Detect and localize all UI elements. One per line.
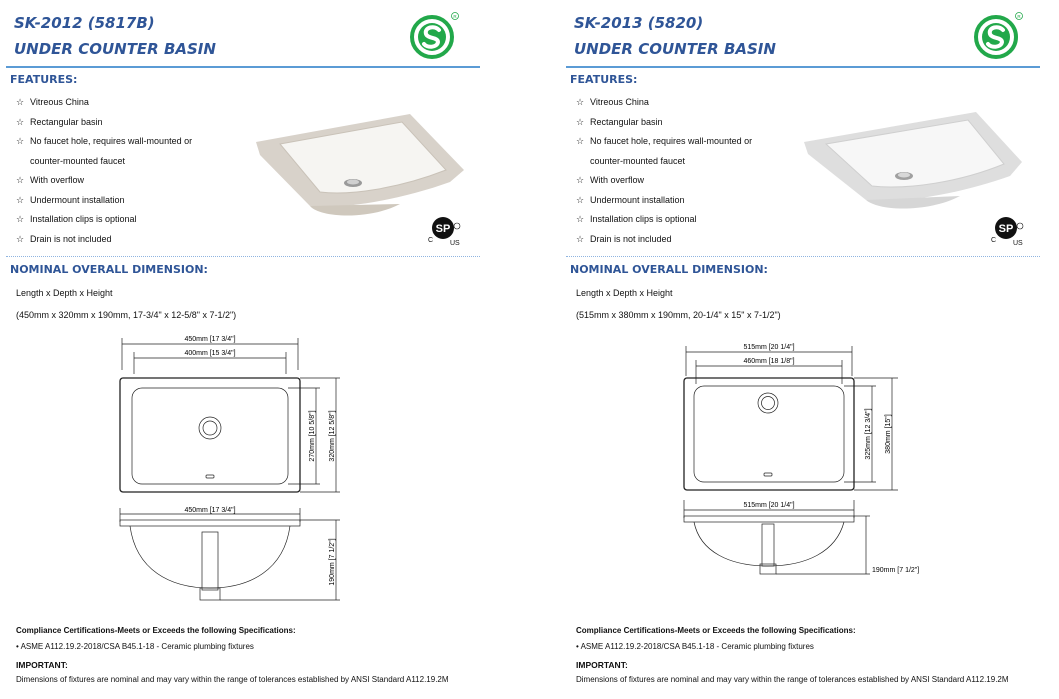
header-rule bbox=[6, 66, 480, 68]
feature-item: ☆ No faucet hole, requires wall-mounted or bbox=[576, 136, 753, 147]
feature-item-continuation: counter-mounted faucet bbox=[30, 156, 126, 166]
star-icon: ☆ bbox=[16, 176, 25, 186]
product-subtitle: UNDER COUNTER BASIN bbox=[574, 40, 776, 58]
svg-text:US: US bbox=[1013, 240, 1023, 247]
section-divider bbox=[6, 256, 480, 257]
dimension-value: (450mm x 320mm x 190mm, 17-3/4" x 12-5/8" x 7-1/2") bbox=[16, 310, 237, 320]
feature-item: ☆ Installation clips is optional bbox=[16, 214, 137, 225]
compliance-heading: Compliance Certifications-Meets or Exceeds the following Specifications: bbox=[16, 626, 296, 635]
left-spec-sheet bbox=[0, 0, 520, 699]
technical-drawing bbox=[100, 330, 360, 610]
feature-item: ☆ Vitreous China bbox=[576, 97, 649, 108]
height-label: 190mm [7 1/2"] bbox=[329, 538, 336, 586]
important-heading: IMPORTANT: bbox=[576, 660, 628, 670]
star-icon: ☆ bbox=[16, 98, 25, 108]
star-icon: ☆ bbox=[576, 118, 585, 128]
compliance-item: • ASME A112.19.2-2018/CSA B45.1-18 - Ceramic plumbing fixtures bbox=[576, 642, 814, 651]
star-icon: ☆ bbox=[576, 235, 585, 245]
svg-text:R: R bbox=[1017, 14, 1021, 19]
basin-photo bbox=[250, 100, 470, 220]
feature-item: ☆ Drain is not included bbox=[576, 234, 672, 245]
svg-text:SP: SP bbox=[998, 223, 1014, 235]
svg-text:US: US bbox=[450, 240, 460, 247]
logo-icon bbox=[408, 10, 460, 62]
svg-text:C: C bbox=[991, 237, 997, 244]
star-icon: ☆ bbox=[576, 137, 585, 147]
features-heading: FEATURES: bbox=[10, 73, 78, 86]
feature-item: ☆ Undermount installation bbox=[576, 195, 685, 206]
feature-item: ☆ With overflow bbox=[576, 175, 645, 186]
outer-width-label: 515mm [20 1/4"] bbox=[743, 344, 795, 351]
features-heading: FEATURES: bbox=[570, 73, 638, 86]
model-title: SK-2012 (5817B) bbox=[14, 14, 155, 32]
section-divider bbox=[566, 256, 1040, 257]
inner-width-label: 460mm [18 1/8"] bbox=[743, 358, 795, 365]
outer-depth-label: 320mm [12 5/8"] bbox=[329, 410, 336, 462]
inner-depth-label: 270mm [10 5/8"] bbox=[309, 410, 316, 462]
star-icon: ☆ bbox=[576, 215, 585, 225]
important-note: Dimensions of fixtures are nominal and may vary within the range of tolerances established by ANSI Standard A112.19.2M bbox=[576, 675, 1009, 684]
logo-icon bbox=[972, 10, 1024, 62]
feature-item: ☆ No faucet hole, requires wall-mounted or bbox=[16, 136, 193, 147]
basin-photo bbox=[800, 102, 1025, 212]
compliance-heading: Compliance Certifications-Meets or Exceeds the following Specifications: bbox=[576, 626, 856, 635]
important-heading: IMPORTANT: bbox=[16, 660, 68, 670]
dimension-heading: NOMINAL OVERALL DIMENSION: bbox=[10, 263, 208, 276]
dimension-heading: NOMINAL OVERALL DIMENSION: bbox=[570, 263, 768, 276]
important-note: Dimensions of fixtures are nominal and may vary within the range of tolerances established by ANSI Standard A112.19.2M bbox=[16, 675, 449, 684]
star-icon: ☆ bbox=[576, 98, 585, 108]
feature-item: ☆ Undermount installation bbox=[16, 195, 125, 206]
feature-item: ☆ Drain is not included bbox=[16, 234, 112, 245]
feature-item: ☆ Installation clips is optional bbox=[576, 214, 697, 225]
right-spec-sheet bbox=[560, 0, 1059, 699]
svg-text:R: R bbox=[453, 14, 457, 19]
feature-item: ☆ Rectangular basin bbox=[16, 117, 103, 128]
star-icon: ☆ bbox=[16, 235, 25, 245]
star-icon: ☆ bbox=[576, 176, 585, 186]
technical-drawing bbox=[670, 340, 950, 585]
side-width-label: 515mm [20 1/4"] bbox=[743, 502, 795, 509]
side-width-label: 450mm [17 3/4"] bbox=[184, 507, 236, 514]
dimension-label: Length x Depth x Height bbox=[16, 288, 113, 298]
feature-item: ☆ Rectangular basin bbox=[576, 117, 663, 128]
compliance-item: • ASME A112.19.2-2018/CSA B45.1-18 - Ceramic plumbing fixtures bbox=[16, 642, 254, 651]
feature-item: ☆ With overflow bbox=[16, 175, 85, 186]
dimension-value: (515mm x 380mm x 190mm, 20-1/4" x 15" x 7-1/2") bbox=[576, 310, 781, 320]
outer-depth-label: 380mm [15"] bbox=[885, 414, 892, 454]
inner-depth-label: 325mm [12 3/4"] bbox=[865, 408, 872, 460]
star-icon: ☆ bbox=[16, 196, 25, 206]
header-rule bbox=[566, 66, 1040, 68]
svg-text:SP: SP bbox=[435, 223, 451, 235]
star-icon: ☆ bbox=[16, 215, 25, 225]
svg-text:C: C bbox=[428, 237, 434, 244]
dimension-label: Length x Depth x Height bbox=[576, 288, 673, 298]
star-icon: ☆ bbox=[16, 118, 25, 128]
model-title: SK-2013 (5820) bbox=[574, 14, 704, 32]
star-icon: ☆ bbox=[16, 137, 25, 147]
csa-mark-icon bbox=[988, 212, 1024, 248]
feature-item-continuation: counter-mounted faucet bbox=[590, 156, 686, 166]
product-subtitle: UNDER COUNTER BASIN bbox=[14, 40, 216, 58]
inner-width-label: 400mm [15 3/4"] bbox=[184, 350, 236, 357]
csa-mark-icon bbox=[425, 212, 461, 248]
feature-item: ☆ Vitreous China bbox=[16, 97, 89, 108]
height-label: 190mm [7 1/2"] bbox=[872, 567, 920, 574]
outer-width-label: 450mm [17 3/4"] bbox=[184, 336, 236, 343]
star-icon: ☆ bbox=[576, 196, 585, 206]
